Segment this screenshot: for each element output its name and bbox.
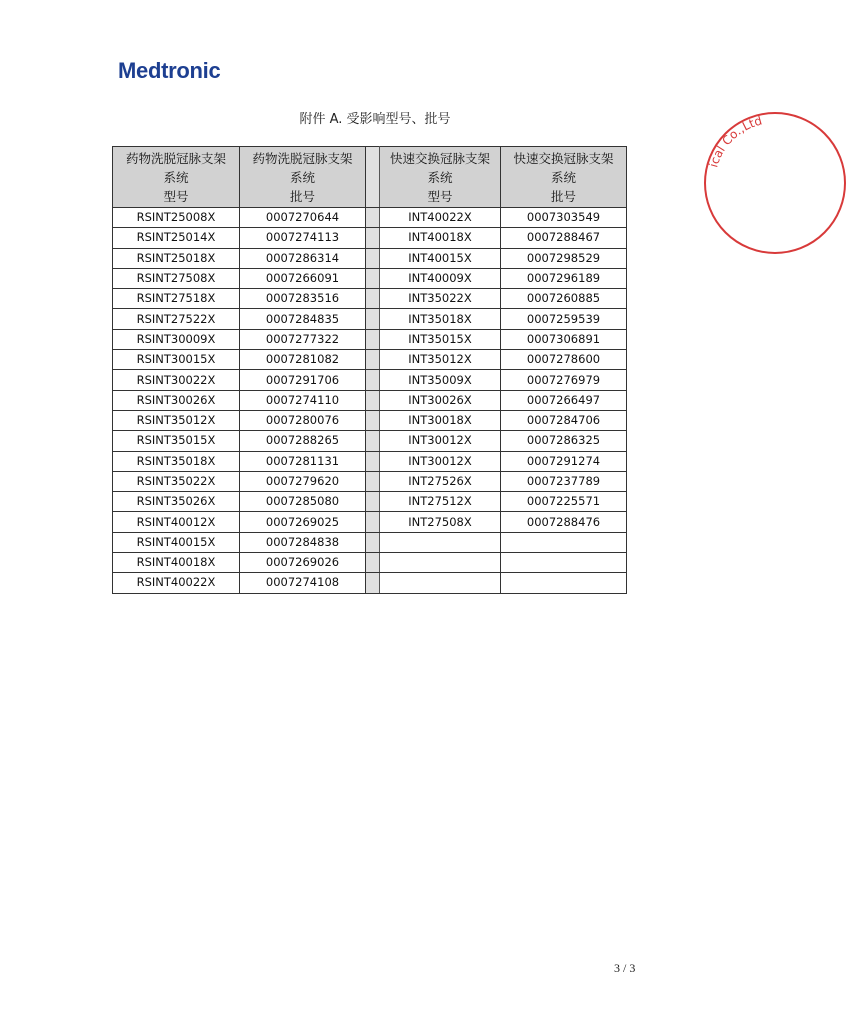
column-separator (366, 573, 380, 593)
cell-ruos-model: RSINT35018X (113, 451, 240, 471)
stamp-text: ical Co.,Ltd (706, 113, 764, 169)
cell-ruos-lot: 0007280076 (240, 410, 366, 430)
cell-ruos-model: RSINT35022X (113, 471, 240, 491)
table-row (113, 268, 627, 288)
cell-rx-lot: 0007259539 (501, 309, 627, 329)
cell-ruos-model: RSINT40018X (113, 553, 240, 573)
cell-ruos-model: RSINT30015X (113, 350, 240, 370)
cell-rx-model: INT35009X (380, 370, 501, 390)
cell-ruos-model: RSINT25008X (113, 208, 240, 228)
column-separator (366, 431, 380, 451)
column-separator (366, 147, 380, 208)
cell-rx-lot: 0007284706 (501, 410, 627, 430)
cell-ruos-lot: 0007279620 (240, 471, 366, 491)
cell-rx-lot (501, 532, 627, 552)
cell-rx-model: INT30012X (380, 431, 501, 451)
cell-ruos-model: RSINT30022X (113, 370, 240, 390)
column-separator (366, 370, 380, 390)
cell-rx-model: INT35018X (380, 309, 501, 329)
table-row (113, 208, 627, 228)
cell-rx-model: INT30012X (380, 451, 501, 471)
cell-rx-lot: 0007237789 (501, 471, 627, 491)
table-row (113, 451, 627, 471)
cell-ruos-model: RSINT30026X (113, 390, 240, 410)
cell-rx-model: INT40022X (380, 208, 501, 228)
cell-ruos-lot: 0007269026 (240, 553, 366, 573)
cell-ruos-model: RSINT27508X (113, 268, 240, 288)
table-row (113, 329, 627, 349)
medtronic-logo: Medtronic (118, 58, 221, 83)
table-row (113, 573, 627, 593)
cell-rx-model: INT35012X (380, 350, 501, 370)
cell-rx-lot: 0007286325 (501, 431, 627, 451)
column-separator (366, 350, 380, 370)
cell-ruos-lot: 0007277322 (240, 329, 366, 349)
cell-ruos-model: RSINT35012X (113, 410, 240, 430)
table-row (113, 512, 627, 532)
cell-rx-lot: 0007291274 (501, 451, 627, 471)
cell-rx-lot: 0007266497 (501, 390, 627, 410)
cell-ruos-lot: 0007274108 (240, 573, 366, 593)
column-separator (366, 228, 380, 248)
cell-ruos-lot: 0007283516 (240, 289, 366, 309)
cell-rx-model: INT30026X (380, 390, 501, 410)
table-row (113, 431, 627, 451)
cell-ruos-lot: 0007270644 (240, 208, 366, 228)
table-row (113, 309, 627, 329)
column-separator (366, 451, 380, 471)
cell-ruos-lot: 0007285080 (240, 492, 366, 512)
cell-rx-model: INT27512X (380, 492, 501, 512)
table-row (113, 390, 627, 410)
cell-ruos-lot: 0007274110 (240, 390, 366, 410)
cell-rx-lot: 0007278600 (501, 350, 627, 370)
page-number: 3 / 3 (614, 961, 636, 975)
column-separator (366, 410, 380, 430)
cell-ruos-lot: 0007284835 (240, 309, 366, 329)
table-row (113, 410, 627, 430)
company-seal-stamp (700, 108, 850, 258)
cell-ruos-model: RSINT35026X (113, 492, 240, 512)
cell-rx-lot: 0007296189 (501, 268, 627, 288)
table-row (113, 350, 627, 370)
cell-ruos-model: RSINT40012X (113, 512, 240, 532)
cell-ruos-model: RSINT30009X (113, 329, 240, 349)
cell-rx-model: INT30018X (380, 410, 501, 430)
column-separator (366, 208, 380, 228)
table-row (113, 289, 627, 309)
table-row (113, 492, 627, 512)
cell-rx-model: INT27526X (380, 471, 501, 491)
cell-rx-lot (501, 553, 627, 573)
cell-rx-lot (501, 573, 627, 593)
table-row (113, 471, 627, 491)
column-separator (366, 289, 380, 309)
cell-rx-model: INT35015X (380, 329, 501, 349)
table-header-row (113, 147, 627, 208)
column-separator (366, 471, 380, 491)
document-title: 附件 A. 受影响型号、批号 (299, 112, 451, 127)
cell-rx-lot: 0007260885 (501, 289, 627, 309)
column-separator (366, 512, 380, 532)
column-separator (366, 532, 380, 552)
header-rx-model: 快速交换冠脉支架 系统 型号 (380, 147, 501, 208)
header-ruos-lot: 药物洗脱冠脉支架 系统 批号 (240, 147, 366, 208)
cell-ruos-lot: 0007269025 (240, 512, 366, 532)
header-rx-lot: 快速交换冠脉支架 系统 批号 (501, 147, 627, 208)
cell-ruos-lot: 0007281131 (240, 451, 366, 471)
cell-ruos-lot: 0007288265 (240, 431, 366, 451)
header-ruos-model: 药物洗脱冠脉支架 系统 型号 (113, 147, 240, 208)
cell-ruos-lot: 0007291706 (240, 370, 366, 390)
column-separator (366, 248, 380, 268)
cell-rx-lot: 0007276979 (501, 370, 627, 390)
column-separator (366, 390, 380, 410)
cell-ruos-lot: 0007286314 (240, 248, 366, 268)
cell-ruos-lot: 0007281082 (240, 350, 366, 370)
column-separator (366, 268, 380, 288)
column-separator (366, 309, 380, 329)
column-separator (366, 553, 380, 573)
column-separator (366, 329, 380, 349)
column-separator (366, 492, 380, 512)
cell-rx-model: INT27508X (380, 512, 501, 532)
table-row (113, 370, 627, 390)
cell-rx-model: INT35022X (380, 289, 501, 309)
cell-ruos-model: RSINT27518X (113, 289, 240, 309)
cell-ruos-model: RSINT35015X (113, 431, 240, 451)
cell-ruos-lot: 0007266091 (240, 268, 366, 288)
cell-ruos-model: RSINT40022X (113, 573, 240, 593)
cell-rx-model: INT40018X (380, 228, 501, 248)
table-row (113, 532, 627, 552)
cell-rx-lot: 0007225571 (501, 492, 627, 512)
cell-rx-model (380, 553, 501, 573)
table-row (113, 248, 627, 268)
cell-rx-model (380, 532, 501, 552)
svg-text:ical Co.,Ltd (706, 114, 763, 169)
cell-rx-model: INT40015X (380, 248, 501, 268)
cell-ruos-model: RSINT27522X (113, 309, 240, 329)
table-row (113, 553, 627, 573)
cell-ruos-model: RSINT40015X (113, 532, 240, 552)
cell-ruos-lot: 0007274113 (240, 228, 366, 248)
cell-rx-lot: 0007298529 (501, 248, 627, 268)
cell-ruos-model: RSINT25014X (113, 228, 240, 248)
affected-models-table (112, 146, 627, 594)
cell-rx-lot: 0007306891 (501, 329, 627, 349)
cell-ruos-model: RSINT25018X (113, 248, 240, 268)
cell-rx-model (380, 573, 501, 593)
cell-rx-lot: 0007303549 (501, 208, 627, 228)
cell-rx-lot: 0007288467 (501, 228, 627, 248)
cell-ruos-lot: 0007284838 (240, 532, 366, 552)
cell-rx-model: INT40009X (380, 268, 501, 288)
cell-rx-lot: 0007288476 (501, 512, 627, 532)
table-row (113, 228, 627, 248)
